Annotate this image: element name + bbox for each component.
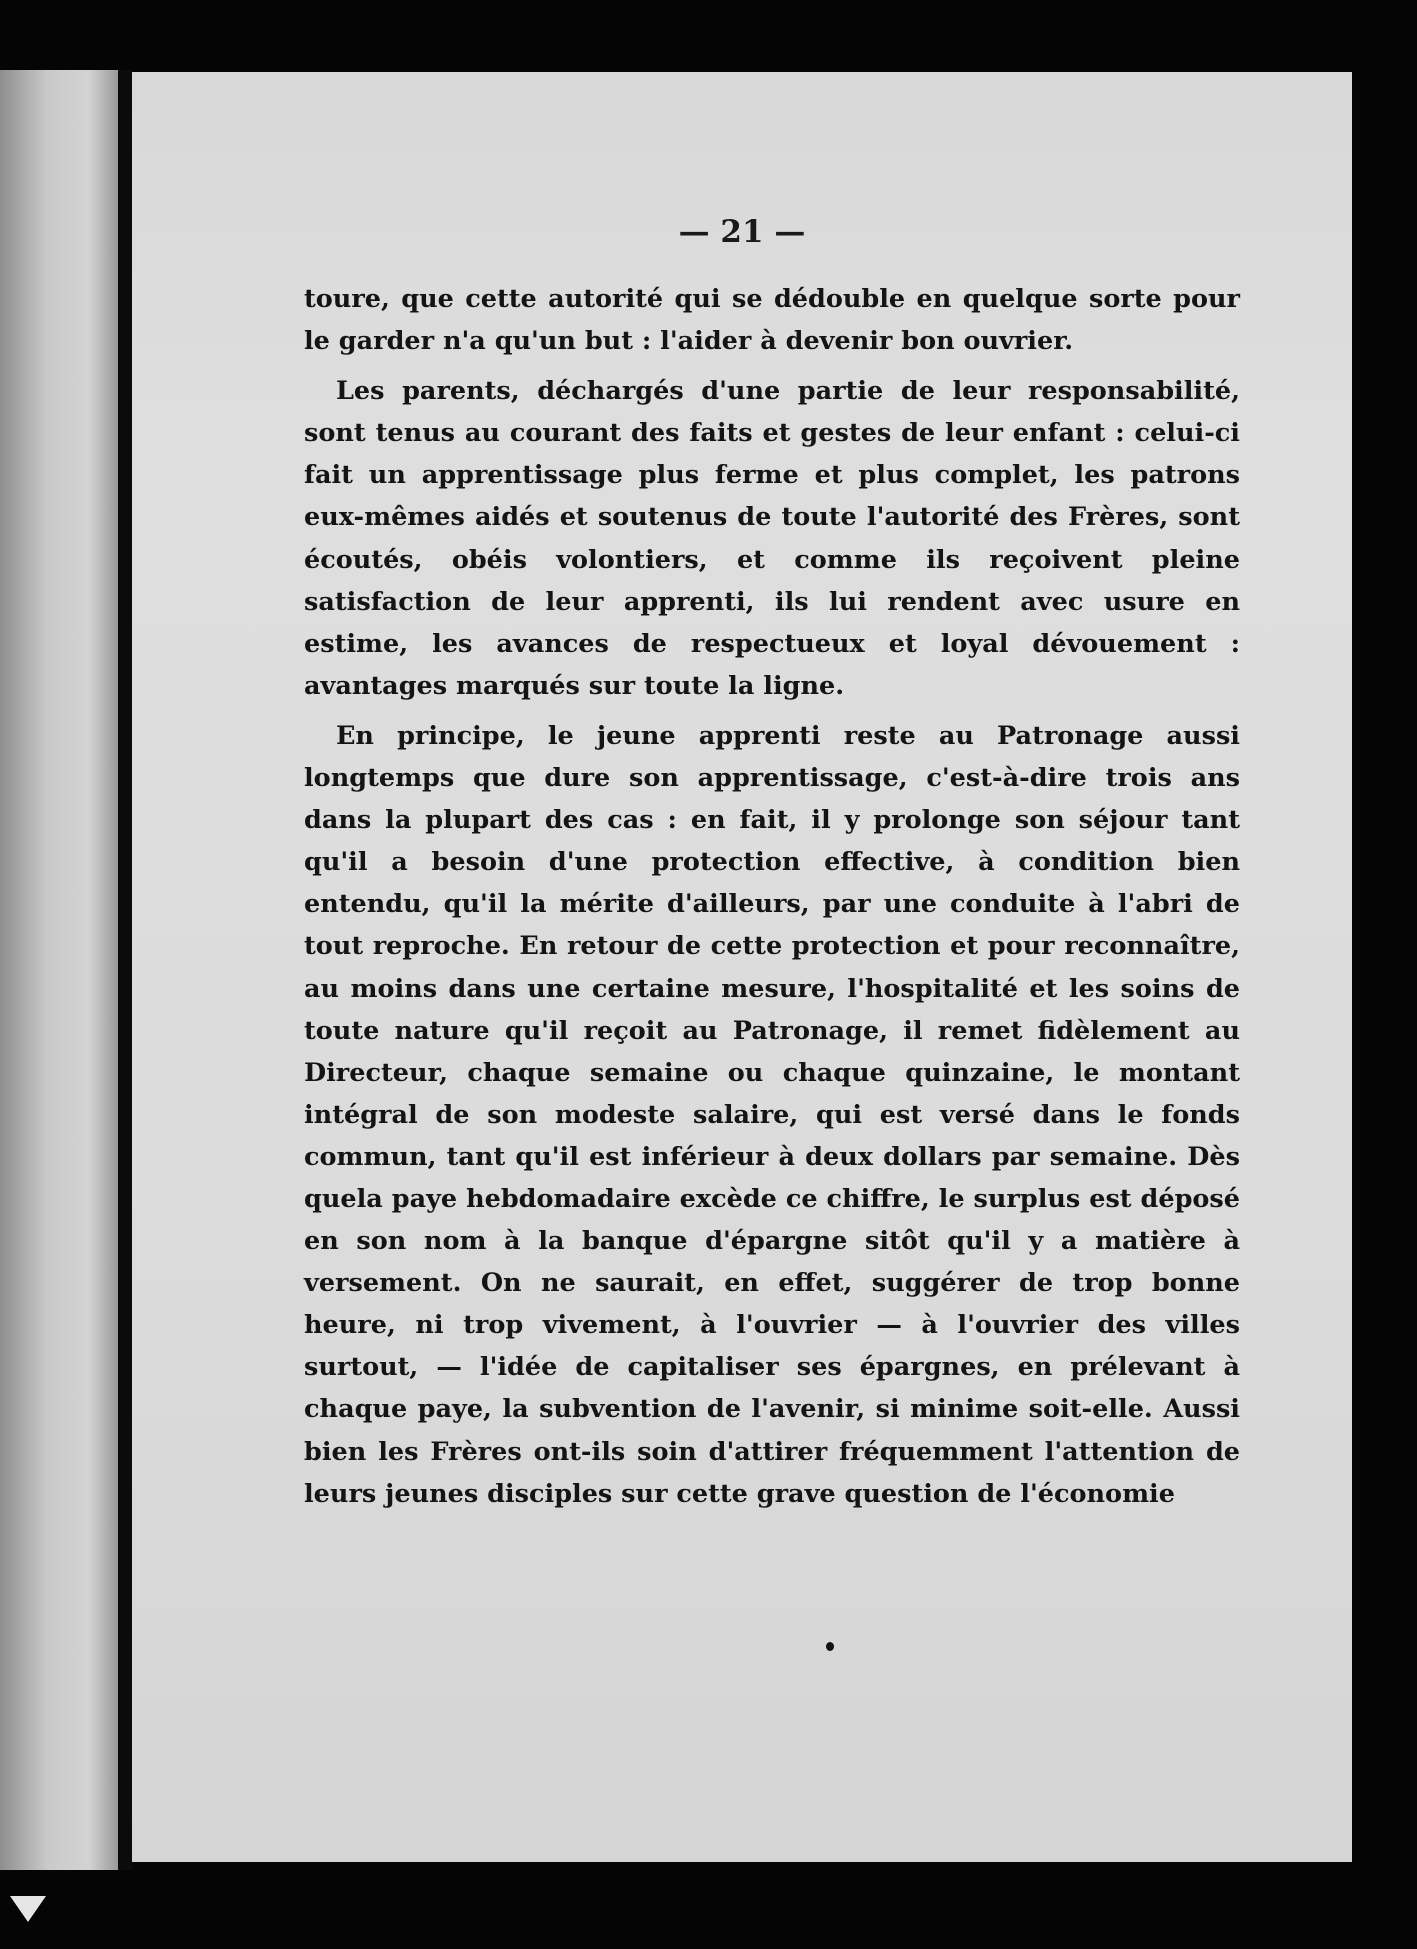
scan-corner-mark <box>10 1896 46 1922</box>
book-page <box>132 72 1352 1862</box>
page-body-text <box>304 278 1240 1523</box>
page-number: — 21 — <box>678 214 806 250</box>
book-gutter <box>118 70 132 1870</box>
paragraph-parents: Les parents, déchargés d'une partie de leur responsabilité, sont tenus au courant des faits et gestes de leur enfant : celui-ci fait un apprentissage plus ferme et plus complet, les patrons eux-mêmes aidés et soutenus de toute l'autorité des Frères, sont écoutés, obéis volontiers, et comme ils reçoivent pleine satisfaction de leur apprenti, ils lui rendent avec usure en estime, les avances de respectueux et loyal dévouement : avantages marqués sur toute la ligne. <box>304 376 1240 701</box>
paragraph-continuation: toure, que cette autorité qui se dédouble en quelque sorte pour le garder n'a qu'un but : l'aider à devenir bon ouvrier. <box>304 284 1240 357</box>
facing-page-edge <box>0 70 118 1870</box>
paragraph-principe: En principe, le jeune apprenti reste au Patronage aussi longtemps que dure son apprentissage, c'est-à-dire trois ans dans la plupart des cas : en fait, il y prolonge son séjour tant qu'il a besoin d'une protection effective, à condition bien entendu, qu'il la mérite d'ailleurs, par une conduite à l'abri de tout reproche. En retour de cette protection et pour reconnaître, au moins dans une certaine mesure, l'hospitalité et les soins de toute nature qu'il reçoit au Patronage, il remet fidèlement au Directeur, chaque semaine ou chaque quinzaine, le montant intégral de son modeste salaire, qui est versé dans le fonds commun, tant qu'il est inférieur à deux dollars par semaine. Dès quela paye hebdomadaire excède ce chiffre, le surplus est déposé en son nom à la banque d'épargne sitôt qu'il y a matière à versement. On ne saurait, en effet, suggérer de trop bonne heure, ni trop vivement, à l'ouvrier — à l'ouvrier des villes surtout, — l'idée de capitaliser ses épargnes, en prélevant à chaque paye, la subvention de l'avenir, si minime soit-elle. Aussi bien les Frères ont-ils soin d'attirer fréquemment l'attention de leurs jeunes disciples sur cette grave question de l'économie <box>304 720 1240 1509</box>
ink-speck <box>826 1642 834 1651</box>
